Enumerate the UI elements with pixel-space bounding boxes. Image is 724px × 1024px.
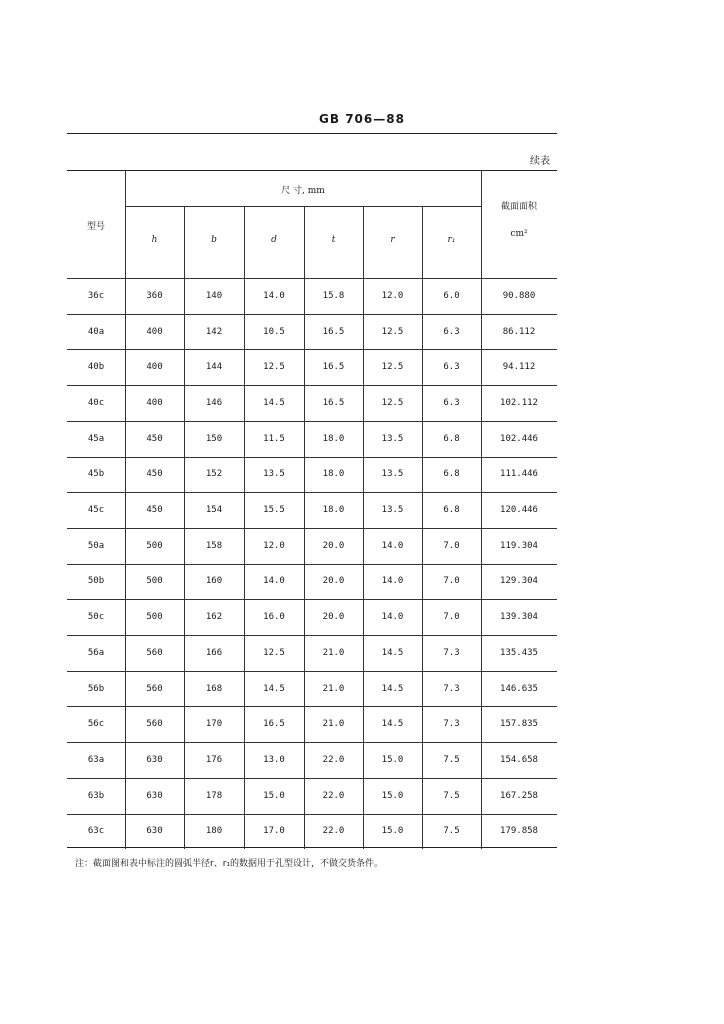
row-area: 94.112 [502, 362, 536, 373]
row-dim-value: 400 [146, 362, 163, 373]
row-area: 90.880 [502, 290, 536, 301]
row-dim-value: 16.5 [322, 397, 345, 408]
table-hline [67, 278, 557, 279]
row-dim-value: 21.0 [322, 683, 345, 694]
row-area: 179.858 [500, 826, 538, 837]
row-dim-value: 560 [146, 719, 163, 730]
row-dim-value: 16.5 [322, 326, 345, 337]
row-dim-value: 560 [146, 683, 163, 694]
row-model: 45c [87, 505, 105, 516]
dim-col-header: b [211, 235, 217, 245]
row-model: 40a [87, 326, 105, 337]
dim-col-header: r₁ [447, 235, 456, 245]
row-dim-value: 13.5 [263, 469, 285, 480]
row-dim-value: 22.0 [322, 826, 345, 837]
top-rule [67, 133, 557, 134]
row-dim-value: 6.0 [443, 290, 460, 301]
row-dim-value: 16.5 [322, 362, 345, 373]
table-row-divider [67, 671, 557, 672]
row-dim-value: 16.0 [263, 612, 285, 623]
row-dim-value: 21.0 [322, 719, 345, 730]
dim-col-header: t [331, 235, 336, 245]
row-area: 139.304 [500, 612, 538, 623]
row-dim-value: 630 [146, 826, 163, 837]
row-dim-value: 146 [205, 397, 223, 408]
row-dim-value: 13.5 [381, 469, 404, 480]
row-dim-value: 20.0 [322, 612, 345, 623]
row-dim-value: 14.5 [381, 683, 404, 694]
dim-col-header: r [390, 235, 395, 245]
row-dim-value: 14.0 [381, 612, 404, 623]
row-dim-value: 14.0 [263, 290, 285, 301]
row-model: 56a [87, 647, 105, 658]
row-dim-value: 6.8 [443, 433, 460, 444]
row-dim-value: 13.5 [381, 433, 404, 444]
row-dim-value: 18.0 [322, 505, 345, 516]
row-dim-value: 7.3 [443, 719, 460, 730]
row-dim-value: 14.5 [263, 397, 285, 408]
row-area: 154.658 [500, 754, 538, 765]
row-dim-value: 6.3 [443, 326, 460, 337]
table-row-divider [67, 349, 557, 350]
row-dim-value: 400 [146, 326, 163, 337]
row-dim-value: 14.5 [263, 683, 285, 694]
row-dim-value: 15.0 [381, 754, 404, 765]
dimension-table [67, 170, 557, 848]
row-area: 129.304 [500, 576, 538, 587]
row-dim-value: 15.0 [263, 790, 285, 801]
col-area-header: 截面面积 [500, 202, 537, 212]
standard-header: GB 706—88 [319, 112, 405, 126]
row-dim-value: 144 [205, 362, 223, 373]
row-dim-value: 160 [205, 576, 223, 587]
row-dim-value: 12.5 [263, 647, 285, 658]
row-area: 102.446 [500, 433, 538, 444]
area-unit: cm² [510, 229, 528, 239]
row-dim-value: 13.5 [381, 505, 404, 516]
row-dim-value: 142 [205, 326, 223, 337]
row-dim-value: 12.5 [381, 326, 404, 337]
row-dim-value: 360 [146, 290, 163, 301]
row-dim-value: 12.5 [263, 362, 285, 373]
table-row-divider [67, 314, 557, 315]
row-dim-value: 12.5 [381, 397, 404, 408]
row-dim-value: 17.0 [263, 826, 285, 837]
table-row-divider [67, 599, 557, 600]
row-dim-value: 168 [205, 683, 223, 694]
row-dim-value: 14.0 [381, 576, 404, 587]
row-dim-value: 14.5 [381, 647, 404, 658]
row-dim-value: 400 [146, 397, 163, 408]
row-model: 63a [87, 754, 105, 765]
row-dim-value: 7.5 [443, 754, 460, 765]
table-note: 注：截面图和表中标注的圆弧半径r、r₁的数据用于孔型设计，不做交货条件。 [75, 859, 384, 869]
row-dim-value: 7.5 [443, 826, 460, 837]
table-row-divider [67, 564, 557, 565]
row-dim-value: 20.0 [322, 576, 345, 587]
row-area: 157.835 [500, 719, 538, 730]
row-dim-value: 500 [146, 612, 163, 623]
row-dim-value: 6.8 [443, 505, 460, 516]
col-model-header: 型号 [86, 222, 105, 232]
row-dim-value: 166 [205, 647, 223, 658]
table-hline [125, 206, 481, 207]
table-row-divider [67, 706, 557, 707]
row-dim-value: 162 [205, 612, 223, 623]
row-dim-value: 500 [146, 576, 163, 587]
row-dim-value: 6.3 [443, 362, 460, 373]
row-dim-value: 14.0 [263, 576, 285, 587]
row-dim-value: 12.0 [263, 540, 285, 551]
row-dim-value: 158 [205, 540, 223, 551]
row-area: 120.446 [500, 505, 538, 516]
row-area: 135.435 [500, 647, 538, 658]
table-row-divider [67, 528, 557, 529]
table-row-divider [67, 635, 557, 636]
row-model: 40c [87, 397, 105, 408]
row-model: 56b [87, 683, 105, 694]
group-dims-header: 尺 寸, mm [281, 186, 325, 196]
row-dim-value: 176 [205, 754, 223, 765]
row-dim-value: 450 [146, 505, 163, 516]
row-model: 50b [87, 576, 105, 587]
row-model: 63c [87, 826, 105, 837]
row-dim-value: 12.5 [381, 362, 404, 373]
row-dim-value: 12.0 [381, 290, 404, 301]
row-dim-value: 15.0 [381, 790, 404, 801]
row-dim-value: 152 [205, 469, 223, 480]
row-area: 111.446 [500, 469, 538, 480]
row-model: 40b [87, 362, 105, 373]
dim-col-header: d [271, 235, 277, 245]
row-dim-value: 140 [205, 290, 223, 301]
row-dim-value: 154 [205, 505, 223, 516]
row-dim-value: 14.5 [381, 719, 404, 730]
row-model: 50c [87, 612, 105, 623]
row-dim-value: 15.8 [322, 290, 345, 301]
row-dim-value: 150 [205, 433, 223, 444]
table-row-divider [67, 457, 557, 458]
row-dim-value: 178 [205, 790, 223, 801]
row-dim-value: 10.5 [263, 326, 285, 337]
row-dim-value: 6.8 [443, 469, 460, 480]
row-area: 102.112 [500, 397, 538, 408]
table-row-divider [67, 742, 557, 743]
row-model: 36c [87, 290, 105, 301]
row-dim-value: 6.3 [443, 397, 460, 408]
row-dim-value: 180 [205, 826, 223, 837]
row-dim-value: 18.0 [322, 433, 345, 444]
row-dim-value: 20.0 [322, 540, 345, 551]
row-dim-value: 7.0 [443, 612, 460, 623]
row-dim-value: 500 [146, 540, 163, 551]
row-dim-value: 630 [146, 754, 163, 765]
row-dim-value: 21.0 [322, 647, 345, 658]
row-dim-value: 560 [146, 647, 163, 658]
row-model: 63b [87, 790, 105, 801]
row-dim-value: 7.0 [443, 540, 460, 551]
row-dim-value: 14.0 [381, 540, 404, 551]
table-row-divider [67, 814, 557, 815]
row-dim-value: 13.0 [263, 754, 285, 765]
row-dim-value: 22.0 [322, 790, 345, 801]
table-row-divider [67, 778, 557, 779]
row-dim-value: 450 [146, 469, 163, 480]
row-model: 45b [87, 469, 105, 480]
row-dim-value: 16.5 [263, 719, 285, 730]
row-dim-value: 7.3 [443, 647, 460, 658]
row-area: 146.635 [500, 683, 538, 694]
row-dim-value: 11.5 [263, 433, 285, 444]
continued-label: 续表 [530, 156, 550, 167]
row-dim-value: 22.0 [322, 754, 345, 765]
table-row-divider [67, 492, 557, 493]
row-model: 45a [87, 433, 105, 444]
row-dim-value: 170 [205, 719, 223, 730]
row-area: 86.112 [502, 326, 536, 337]
row-dim-value: 450 [146, 433, 163, 444]
row-dim-value: 630 [146, 790, 163, 801]
row-area: 167.258 [500, 790, 538, 801]
row-dim-value: 15.0 [381, 826, 404, 837]
row-model: 50a [87, 540, 105, 551]
row-dim-value: 7.5 [443, 790, 460, 801]
row-model: 56c [87, 719, 105, 730]
row-dim-value: 15.5 [263, 505, 285, 516]
row-dim-value: 7.0 [443, 576, 460, 587]
row-area: 119.304 [500, 540, 538, 551]
row-dim-value: 18.0 [322, 469, 345, 480]
table-row-divider [67, 421, 557, 422]
row-dim-value: 7.3 [443, 683, 460, 694]
dim-col-header: h [151, 235, 158, 245]
table-row-divider [67, 385, 557, 386]
